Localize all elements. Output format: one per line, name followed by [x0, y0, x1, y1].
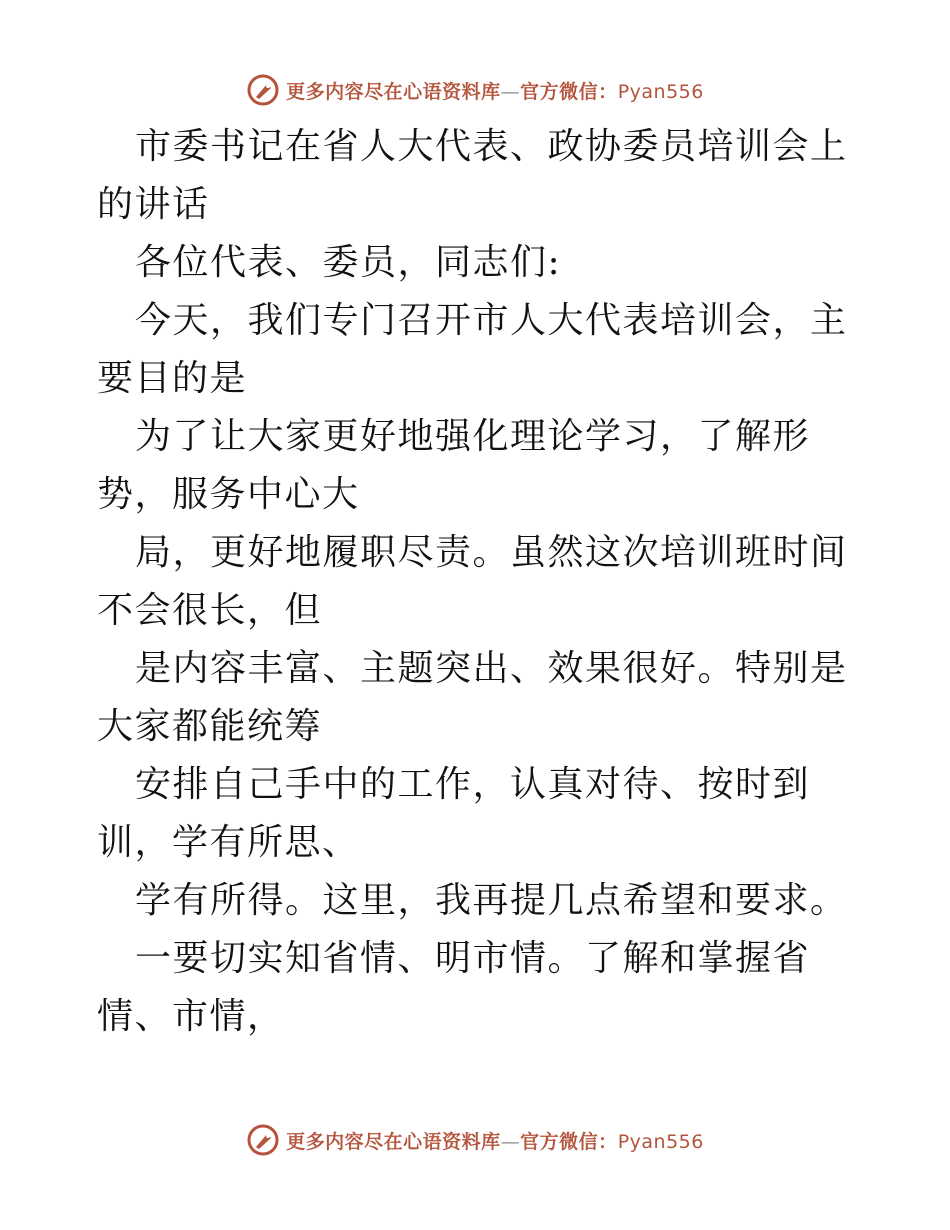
- watermark-separator: —: [500, 1130, 521, 1153]
- watermark-brand: 更多内容尽在心语资料库: [286, 1130, 501, 1153]
- pen-nib-circle-icon: [246, 1123, 280, 1157]
- watermark-label: 官方微信：: [520, 80, 618, 103]
- paragraph: 是内容丰富、主题突出、效果很好。特别是大家都能统筹: [97, 648, 848, 747]
- paragraph: 为了让大家更好地强化理论学习，了解形势，服务中心大: [97, 416, 811, 515]
- watermark-handle: Pyan556: [617, 1130, 704, 1153]
- document-body: [97, 118, 857, 1046]
- paragraph: 局，更好地履职尽责。虽然这次培训班时间不会很长，但: [97, 532, 848, 631]
- salutation: 各位代表、委员，同志们:: [135, 242, 562, 283]
- watermark-brand: 更多内容尽在心语资料库: [286, 80, 501, 103]
- watermark-label: 官方微信：: [520, 1130, 618, 1153]
- footer-watermark: [0, 1120, 950, 1160]
- pen-nib-circle-icon: [246, 73, 280, 107]
- header-watermark: [0, 70, 950, 110]
- watermark-handle: Pyan556: [617, 80, 704, 103]
- watermark-text: [286, 77, 704, 104]
- watermark-text: [286, 1127, 704, 1154]
- document-title: 市委书记在省人大代表、政协委员培训会上的讲话: [97, 126, 848, 225]
- paragraph: 今天，我们专门召开市人大代表培训会，主要目的是: [97, 300, 848, 399]
- paragraph: 一要切实知省情、明市情。了解和掌握省情、市情，: [97, 938, 811, 1037]
- paragraph: 学有所得。这里，我再提几点希望和要求。: [135, 880, 848, 921]
- paragraph: 安排自己手中的工作，认真对待、按时到训，学有所思、: [97, 764, 811, 863]
- watermark-separator: —: [500, 80, 521, 103]
